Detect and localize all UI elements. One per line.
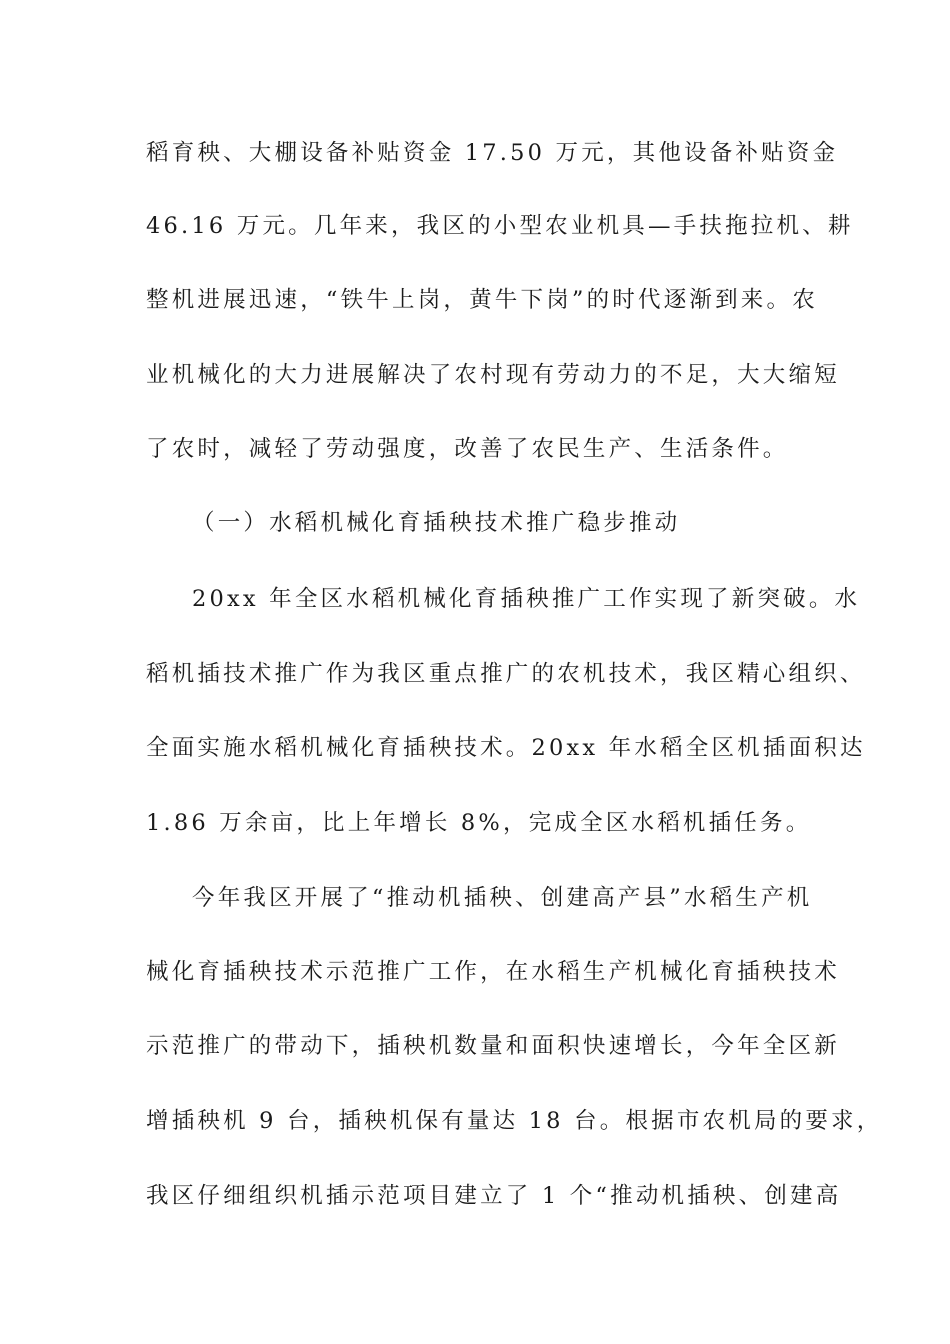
paragraph-line: 今年我区开展了“推动机插秧、创建高产县”水稻生产机 [192, 885, 813, 911]
paragraph-line: 稻育秧、大棚设备补贴资金 17.50 万元，其他设备补贴资金 [146, 140, 839, 166]
paragraph-line: 稻机插技术推广作为我区重点推广的农机技术，我区精心组织、 [146, 661, 866, 687]
paragraph-line: 整机进展迅速，“铁牛上岗，黄牛下岗”的时代逐渐到来。农 [146, 287, 818, 313]
paragraph-line: 我区仔细组织机插示范项目建立了 1 个“推动机插秧、创建高 [146, 1183, 842, 1209]
paragraph-line: 增插秧机 9 台，插秧机保有量达 18 台。根据市农机局的要求， [146, 1108, 883, 1134]
section-heading: （一）水稻机械化育插秧技术推广稳步推动 [192, 510, 681, 536]
paragraph-line: 示范推广的带动下，插秧机数量和面积快速增长，今年全区新 [146, 1033, 840, 1059]
paragraph-line: 1.86 万余亩，比上年增长 8%，完成全区水稻机插任务。 [146, 810, 812, 836]
paragraph-line: 46.16 万元。几年来，我区的小型农业机具—手扶拖拉机、耕 [146, 213, 854, 239]
paragraph-line: 20xx 年全区水稻机械化育插秧推广工作实现了新突破。水 [192, 586, 861, 612]
paragraph-line: 业机械化的大力进展解决了农村现有劳动力的不足，大大缩短 [146, 362, 840, 388]
paragraph-line: 了农时，减轻了劳动强度，改善了农民生产、生活条件。 [146, 436, 789, 462]
paragraph-line: 全面实施水稻机械化育插秧技术。20xx 年水稻全区机插面积达 [146, 735, 866, 761]
paragraph-line: 械化育插秧技术示范推广工作，在水稻生产机械化育插秧技术 [146, 959, 840, 985]
